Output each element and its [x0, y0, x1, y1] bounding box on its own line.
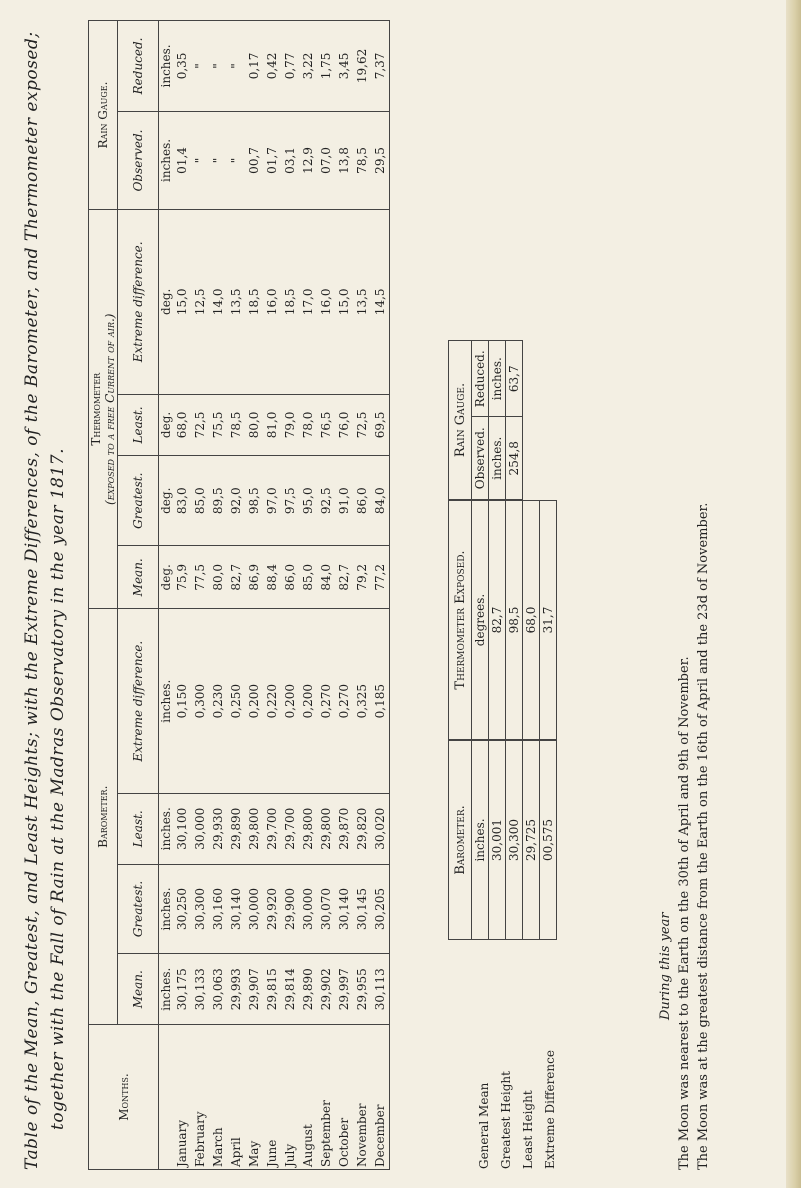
col-b-greatest: Greatest.	[118, 864, 159, 954]
col-t-mean: Mean.	[118, 546, 159, 609]
value-cell: 29,920	[263, 864, 281, 954]
month-cell: August	[299, 1025, 317, 1170]
value-cell: 12,9	[299, 111, 317, 209]
value-cell: 30,133	[191, 954, 209, 1025]
value-cell: 30,100	[173, 793, 191, 864]
value-cell: 14,5	[371, 210, 390, 395]
notes	[658, 20, 715, 1170]
value-cell: 0,17	[245, 21, 263, 112]
value-cell: 89,5	[209, 456, 227, 546]
value-cell: 15,0	[335, 210, 353, 395]
table-row	[173, 21, 191, 1170]
value-cell: 0,200	[281, 609, 299, 794]
value-cell: 30,000	[299, 864, 317, 954]
value-cell: 07,0	[317, 111, 335, 209]
months-header: Months.	[89, 1025, 159, 1170]
summary-label: Extreme Difference	[543, 1050, 557, 1169]
barometer-summary	[448, 740, 557, 940]
value-cell: 30,140	[335, 864, 353, 954]
value-cell: 3,22	[299, 21, 317, 112]
value-cell: "	[209, 111, 227, 209]
barometer-header: Barometer.	[89, 609, 118, 1025]
value-cell: 13,5	[227, 210, 245, 395]
value-cell: "	[227, 21, 245, 112]
units-blank	[159, 1025, 174, 1170]
rain-reduced-total: 63,7	[506, 341, 523, 418]
table-row	[191, 21, 209, 1170]
value-cell: 30,063	[209, 954, 227, 1025]
value-cell: 83,0	[173, 456, 191, 546]
value-cell: 17,0	[299, 210, 317, 395]
thermometer-summary-title: Thermometer Exposed.	[449, 501, 472, 740]
value-cell: 0,270	[335, 609, 353, 794]
value-cell: 30,020	[371, 793, 390, 864]
summary-value: 29,725	[523, 741, 540, 940]
value-cell: 92,0	[227, 456, 245, 546]
table-title-line1: Table of the Mean, Greatest, and Least Heights; with the Extreme Differences, of the Barometer, and Thermometer exposed;	[22, 31, 42, 1170]
value-cell: 95,0	[299, 456, 317, 546]
table-row	[371, 21, 390, 1170]
value-cell: 76,5	[317, 394, 335, 456]
value-cell: 72,5	[191, 394, 209, 456]
value-cell: 82,7	[335, 546, 353, 609]
value-cell: 29,800	[245, 793, 263, 864]
value-cell: 78,5	[227, 394, 245, 456]
value-cell: 13,8	[335, 111, 353, 209]
value-cell: 29,997	[335, 954, 353, 1025]
summary-value: 31,7	[540, 501, 557, 740]
unit-t1: deg.	[159, 546, 174, 609]
value-cell: 30,000	[245, 864, 263, 954]
table-row	[209, 21, 227, 1170]
value-cell: 97,0	[263, 456, 281, 546]
summary-label: Least Height	[521, 1090, 535, 1169]
value-cell: 29,907	[245, 954, 263, 1025]
value-cell: 15,0	[173, 210, 191, 395]
value-cell: 76,0	[335, 394, 353, 456]
note-during: During this year	[658, 912, 673, 1020]
col-r-observed: Observed.	[118, 111, 159, 209]
thermometer-subtitle: (exposed to a free Current of air.)	[103, 313, 117, 505]
value-cell: 13,5	[353, 210, 371, 395]
value-cell: 0,42	[263, 21, 281, 112]
value-cell: 0,250	[227, 609, 245, 794]
month-cell: February	[191, 1025, 209, 1170]
summary-value: 30,300	[506, 741, 523, 940]
value-cell: 14,0	[209, 210, 227, 395]
table-row	[353, 21, 371, 1170]
month-cell: January	[173, 1025, 191, 1170]
value-cell: 18,5	[245, 210, 263, 395]
value-cell: 30,145	[353, 864, 371, 954]
value-cell: 29,890	[227, 793, 245, 864]
summary-labels	[473, 940, 561, 1170]
month-cell: October	[335, 1025, 353, 1170]
value-cell: 29,890	[299, 954, 317, 1025]
unit-t3: deg.	[159, 394, 174, 456]
value-cell: 78,0	[299, 394, 317, 456]
value-cell: 0,300	[191, 609, 209, 794]
value-cell: 0,35	[173, 21, 191, 112]
summary-unit: inches.	[472, 741, 489, 940]
unit-b3: inches.	[159, 793, 174, 864]
value-cell: 30,000	[191, 793, 209, 864]
col-b-least: Least.	[118, 793, 159, 864]
value-cell: 01,4	[173, 111, 191, 209]
thermometer-title: Thermometer	[89, 372, 103, 446]
table-row	[245, 21, 263, 1170]
value-cell: 80,0	[245, 394, 263, 456]
month-cell: September	[317, 1025, 335, 1170]
table-row	[317, 21, 335, 1170]
page-edge	[786, 0, 801, 1188]
col-t-least: Least.	[118, 394, 159, 456]
table-row	[335, 21, 353, 1170]
value-cell: 29,870	[335, 793, 353, 864]
unit-t2: deg.	[159, 456, 174, 546]
value-cell: 0,270	[317, 609, 335, 794]
unit-b1: inches.	[159, 954, 174, 1025]
summary-value: 82,7	[489, 501, 506, 740]
value-cell: 0,200	[299, 609, 317, 794]
value-cell: 85,0	[299, 546, 317, 609]
col-t-greatest: Greatest.	[118, 456, 159, 546]
value-cell: 0,150	[173, 609, 191, 794]
value-cell: 86,9	[245, 546, 263, 609]
value-cell: 80,0	[209, 546, 227, 609]
value-cell: "	[191, 111, 209, 209]
value-cell: 72,5	[353, 394, 371, 456]
value-cell: 85,0	[191, 456, 209, 546]
summary-unit: inches.	[489, 417, 506, 500]
value-cell: 30,300	[191, 864, 209, 954]
value-cell: 29,5	[371, 111, 390, 209]
summary-value: 68,0	[523, 501, 540, 740]
unit-b2: inches.	[159, 864, 174, 954]
value-cell: 18,5	[281, 210, 299, 395]
value-cell: 29,800	[317, 793, 335, 864]
summary-unit: degrees.	[472, 501, 489, 740]
value-cell: 0,230	[209, 609, 227, 794]
summary-unit: inches.	[489, 341, 506, 418]
value-cell: 84,0	[317, 546, 335, 609]
table-row	[281, 21, 299, 1170]
col-b-mean: Mean.	[118, 954, 159, 1025]
month-cell: May	[245, 1025, 263, 1170]
value-cell: "	[227, 111, 245, 209]
unit-b4: inches.	[159, 609, 174, 794]
value-cell: 0,325	[353, 609, 371, 794]
value-cell: 30,113	[371, 954, 390, 1025]
value-cell: 00,7	[245, 111, 263, 209]
summary-label: Greatest Height	[499, 1071, 513, 1169]
summary-label: General Mean	[477, 1082, 491, 1169]
value-cell: 0,77	[281, 21, 299, 112]
value-cell: 29,815	[263, 954, 281, 1025]
monthly-table	[88, 20, 390, 1170]
value-cell: 92,5	[317, 456, 335, 546]
value-cell: "	[209, 21, 227, 112]
value-cell: 97,5	[281, 456, 299, 546]
value-cell: 29,800	[299, 793, 317, 864]
value-cell: 77,2	[371, 546, 390, 609]
unit-r2: inches.	[159, 21, 174, 112]
month-cell: December	[371, 1025, 390, 1170]
value-cell: 86,0	[281, 546, 299, 609]
value-cell: 82,7	[227, 546, 245, 609]
rain-gauge-summary	[448, 340, 523, 500]
month-cell: June	[263, 1025, 281, 1170]
value-cell: 29,993	[227, 954, 245, 1025]
value-cell: 0,185	[371, 609, 390, 794]
value-cell: 30,250	[173, 864, 191, 954]
table-rows	[173, 21, 390, 1170]
value-cell: "	[191, 21, 209, 112]
value-cell: 81,0	[263, 394, 281, 456]
value-cell: 77,5	[191, 546, 209, 609]
value-cell: 30,160	[209, 864, 227, 954]
value-cell: 29,814	[281, 954, 299, 1025]
value-cell: 0,220	[263, 609, 281, 794]
value-cell: 01,7	[263, 111, 281, 209]
value-cell: 29,930	[209, 793, 227, 864]
value-cell: 29,902	[317, 954, 335, 1025]
note-line1: The Moon was nearest to the Earth on the 30th of April and 9th of November.	[677, 656, 692, 1170]
value-cell: 79,2	[353, 546, 371, 609]
value-cell: 1,75	[317, 21, 335, 112]
thermometer-summary	[448, 500, 557, 740]
value-cell: 91,0	[335, 456, 353, 546]
value-cell: 78,5	[353, 111, 371, 209]
value-cell: 68,0	[173, 394, 191, 456]
value-cell: 29,955	[353, 954, 371, 1025]
barometer-summary-title: Barometer.	[449, 741, 472, 940]
rain-observed-label: Observed.	[472, 417, 489, 500]
value-cell: 03,1	[281, 111, 299, 209]
value-cell: 75,9	[173, 546, 191, 609]
rain-summary-title: Rain Gauge.	[449, 341, 472, 500]
value-cell: 29,900	[281, 864, 299, 954]
rotated-table-sheet	[18, 20, 778, 1170]
value-cell: 75,5	[209, 394, 227, 456]
month-cell: July	[281, 1025, 299, 1170]
value-cell: 30,175	[173, 954, 191, 1025]
table-row	[299, 21, 317, 1170]
rain-gauge-header: Rain Gauge.	[89, 21, 118, 210]
table-title-line2: together with the Fall of Rain at the Madras Observatory in the year 1817.	[48, 447, 68, 1130]
summary-value: 00,575	[540, 741, 557, 940]
summary-value: 30,001	[489, 741, 506, 940]
value-cell: 29,700	[281, 793, 299, 864]
value-cell: 86,0	[353, 456, 371, 546]
value-cell: 29,820	[353, 793, 371, 864]
month-cell: April	[227, 1025, 245, 1170]
value-cell: 30,140	[227, 864, 245, 954]
value-cell: 16,0	[263, 210, 281, 395]
value-cell: 88,4	[263, 546, 281, 609]
rain-observed-total: 254,8	[506, 417, 523, 500]
value-cell: 30,205	[371, 864, 390, 954]
value-cell: 16,0	[317, 210, 335, 395]
month-cell: March	[209, 1025, 227, 1170]
value-cell: 0,200	[245, 609, 263, 794]
value-cell: 79,0	[281, 394, 299, 456]
value-cell: 19,62	[353, 21, 371, 112]
month-cell: November	[353, 1025, 371, 1170]
col-t-diff: Extreme difference.	[118, 210, 159, 395]
value-cell: 3,45	[335, 21, 353, 112]
value-cell: 29,700	[263, 793, 281, 864]
table-row	[263, 21, 281, 1170]
note-line2: The Moon was at the greatest distance from the Earth on the 16th of April and the 23d of November.	[696, 502, 711, 1170]
unit-r1: inches.	[159, 111, 174, 209]
unit-t4: deg.	[159, 210, 174, 395]
col-r-reduced: Reduced.	[118, 21, 159, 112]
col-b-diff: Extreme difference.	[118, 609, 159, 794]
summary-value: 98,5	[506, 501, 523, 740]
rain-reduced-label: Reduced.	[472, 341, 489, 418]
value-cell: 12,5	[191, 210, 209, 395]
value-cell: 7,37	[371, 21, 390, 112]
thermometer-header	[89, 210, 118, 609]
value-cell: 98,5	[245, 456, 263, 546]
value-cell: 84,0	[371, 456, 390, 546]
value-cell: 30,070	[317, 864, 335, 954]
table-row	[227, 21, 245, 1170]
value-cell: 69,5	[371, 394, 390, 456]
